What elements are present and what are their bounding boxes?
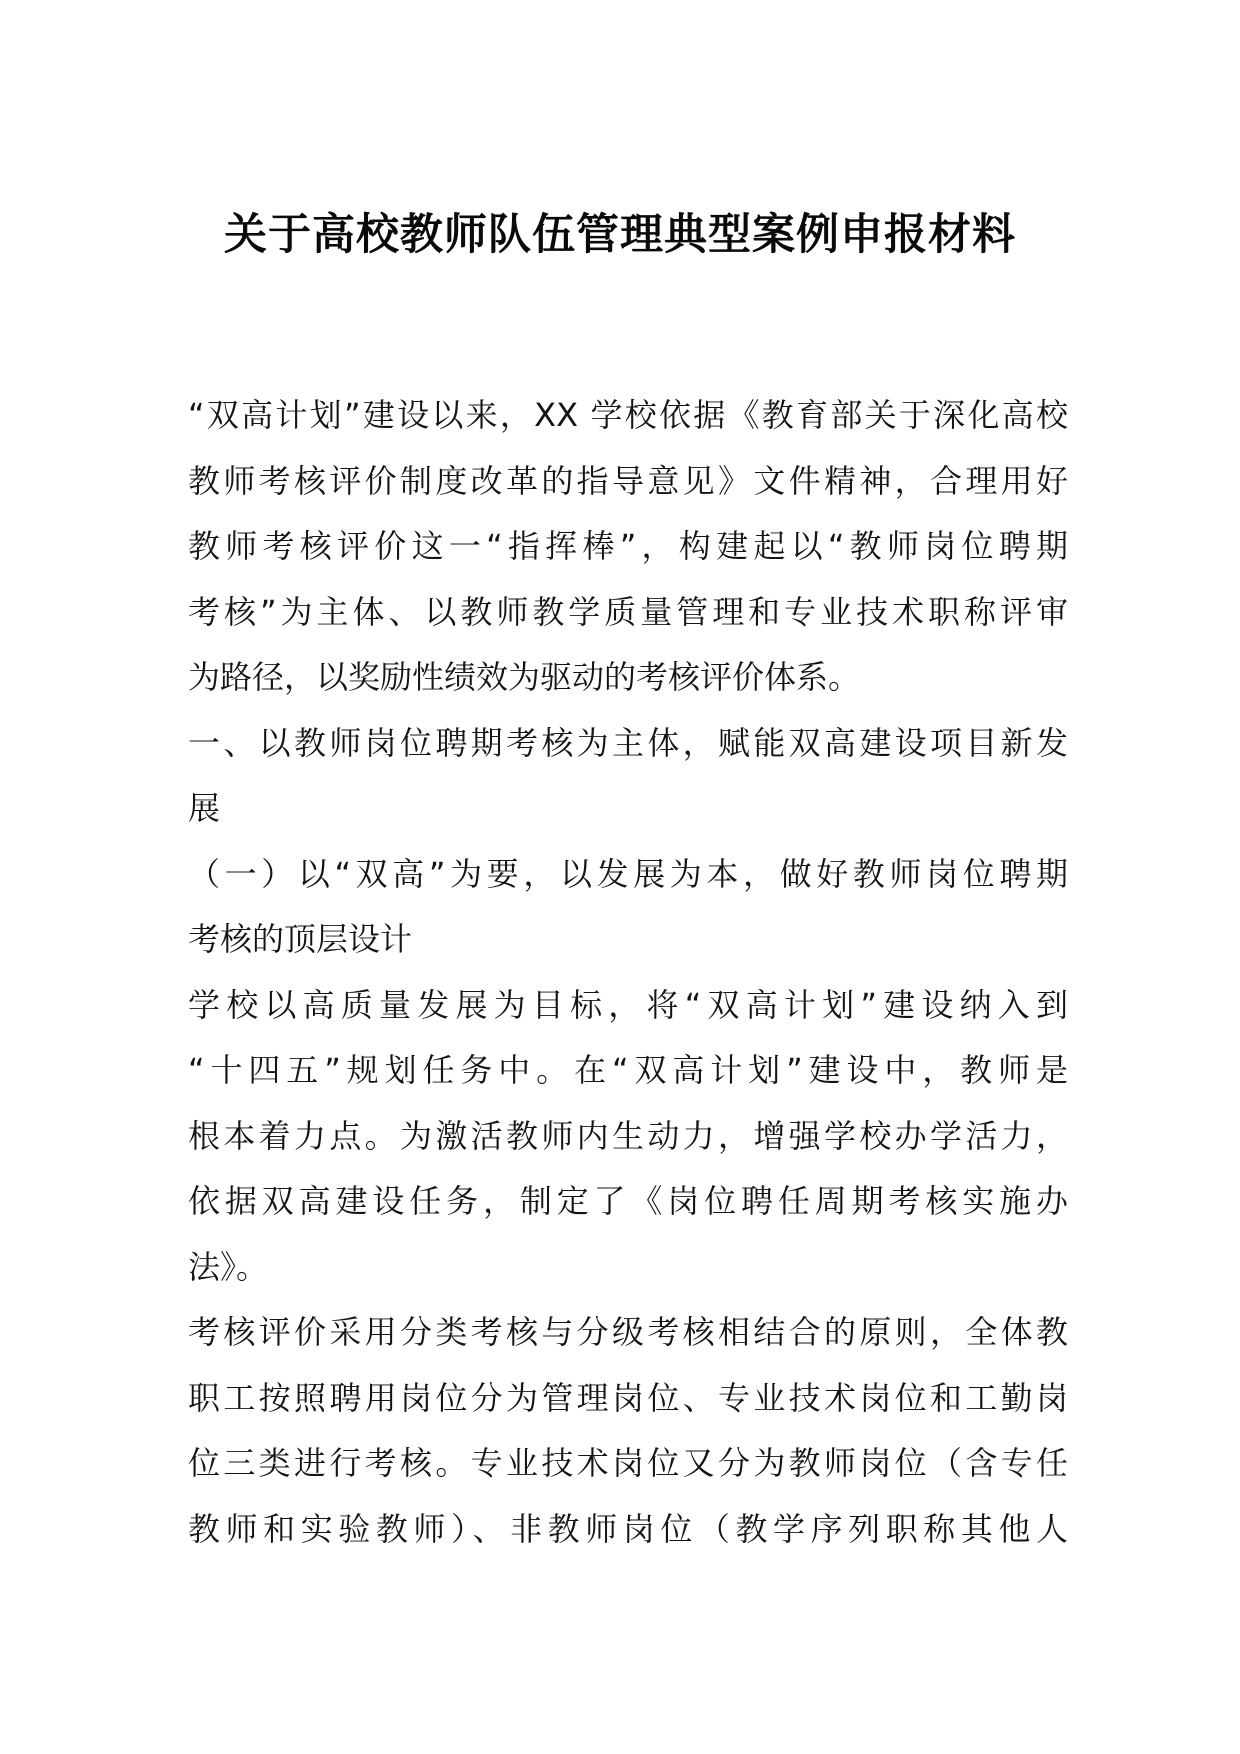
body-line-1: “双高计划”建设以来，XX 学校依据《教育部关于深化高校 (188, 396, 1068, 434)
subsection-heading-1-line-1: （一）以“双高”为要，以发展为本，做好教师岗位聘期 (188, 854, 1068, 893)
body-line-15: 考核评价采用分类考核与分级考核相结合的原则，全体教 (188, 1313, 1068, 1351)
body-line-3: 教师考核评价这一“指挥棒”，构建起以“教师岗位聘期 (188, 527, 1068, 565)
document-title: 关于高校教师队伍管理典型案例申报材料 (224, 210, 1016, 260)
body-line-18: 教师和实验教师）、非教师岗位（教学序列职称其他人 (188, 1509, 1068, 1548)
body-line-11: “十四五”规划任务中。在“双高计划”建设中，教师是 (188, 1051, 1068, 1089)
subsection-heading-1-line-2: 考核的顶层设计 (188, 920, 413, 958)
section-heading-1-line-2: 展 (188, 789, 221, 827)
document-body (188, 383, 1068, 1562)
section-heading-1-line-1: 一、以教师岗位聘期考核为主体，赋能双高建设项目新发 (188, 723, 1068, 762)
body-line-14: 法》。 (188, 1247, 269, 1286)
body-line-16: 职工按照聘用岗位分为管理岗位、专业技术岗位和工勤岗 (188, 1378, 1068, 1417)
body-line-12: 根本着力点。为激活教师内生动力，增强学校办学活力， (188, 1116, 1068, 1155)
body-line-4: 考核”为主体、以教师教学质量管理和专业技术职称评审 (188, 592, 1068, 631)
body-line-5: 为路径，以奖励性绩效为驱动的考核评价体系。 (188, 658, 861, 696)
body-line-10: 学校以高质量发展为目标，将“双高计划”建设纳入到 (188, 985, 1068, 1024)
body-line-2: 教师考核评价制度改革的指导意见》文件精神，合理用好 (188, 461, 1068, 500)
body-line-17: 位三类进行考核。专业技术岗位又分为教师岗位（含专任 (188, 1444, 1068, 1482)
body-line-13: 依据双高建设任务，制定了《岗位聘任周期考核实施办 (188, 1182, 1068, 1220)
